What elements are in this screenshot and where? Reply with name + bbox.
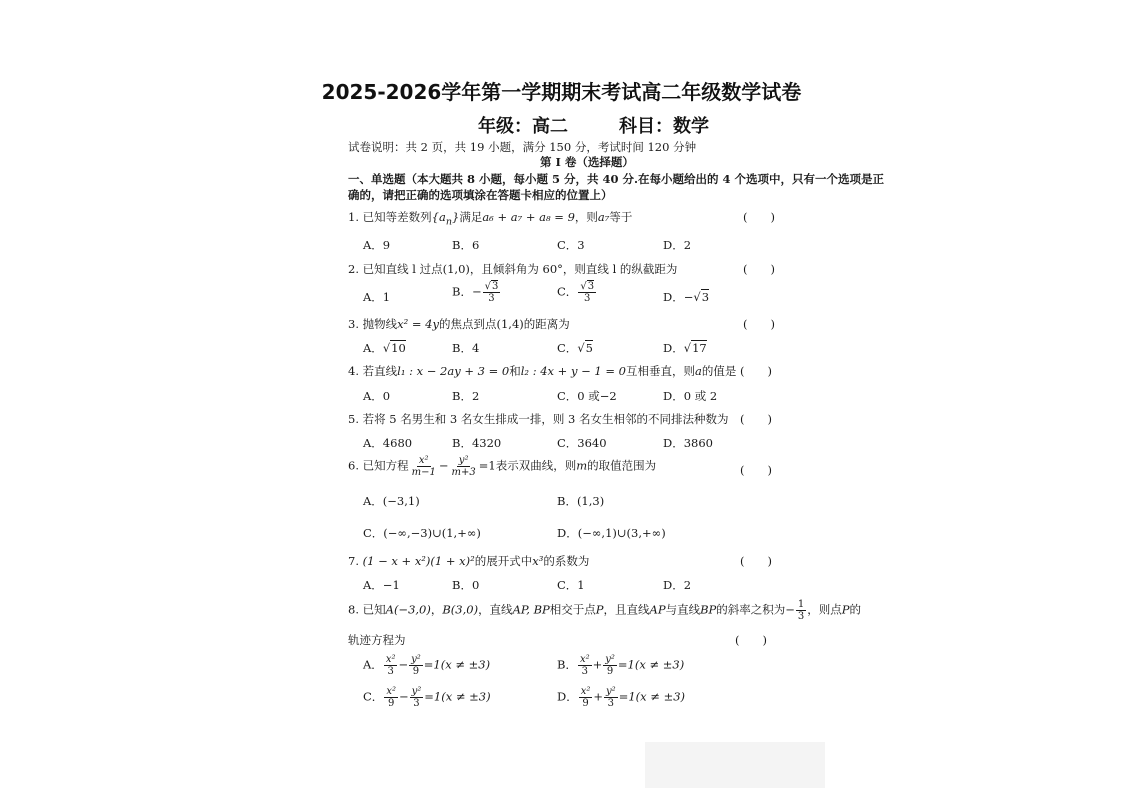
question-text: 的系数为 — [543, 554, 590, 568]
point-a: A(−3,0) — [385, 602, 431, 617]
fraction-one-third: $\frac{1}{3}$ — [797, 599, 805, 622]
option-8d: D． $\frac{\text{x²}}{9}$ + $\frac{\text{y²}}{3}$ =1(x ≠ ±3) — [557, 686, 686, 709]
option-5b: B．4320 — [452, 436, 502, 450]
option-2c: C． $\frac{√3}{3}$ — [557, 281, 595, 304]
option-8b: B． $\frac{\text{x²}}{3}$ + $\frac{\text{y²}}{9}$ =1(x ≠ ±3) — [557, 654, 685, 677]
equation: a₆ + a₇ + a₈ = 9 — [482, 210, 575, 224]
option-6d: D．(−∞,1)∪(3,+∞) — [557, 526, 666, 540]
question-6: 6. 已知方程 $\frac{\text{x²}}{m-1}$ − $\frac{\text{y²}}{m+3}$ =1表示双曲线，则m的取值范围为 — [348, 455, 657, 478]
question-number: 2. — [348, 262, 359, 276]
scan-shadow — [645, 742, 825, 788]
sequence: $\{a_n\}$ — [431, 210, 460, 228]
fraction-x: $\frac{\text{x²}}{m-1}$ — [411, 455, 436, 478]
option-2a: A．1 — [363, 290, 391, 304]
question-number: 8. — [348, 602, 359, 617]
question-8-line2: 轨迹方程为 — [348, 633, 406, 647]
option-2b: B．− $\frac{√3}{3}$ — [452, 281, 499, 304]
option-4b: B．2 — [452, 389, 480, 403]
question-text: 的焦点到点(1,4)的距离为 — [439, 317, 570, 331]
answer-bracket-6: ( ) — [740, 463, 772, 477]
option-4a: A．0 — [363, 389, 391, 403]
option-7a: A．−1 — [363, 578, 400, 592]
option-1a: A．9 — [363, 238, 391, 252]
expression: (1 − x + x²)(1 + x)² — [362, 554, 475, 568]
answer-bracket-2: ( ) — [743, 262, 775, 276]
question-number: 3. — [348, 317, 359, 331]
question-text: ，则 — [574, 210, 598, 224]
option-5d: D．3860 — [663, 436, 713, 450]
exam-instructions: 试卷说明：共 2 页，共 19 小题，满分 150 分，考试时间 120 分钟 — [348, 140, 697, 154]
question-text: 抛物线 — [362, 317, 398, 331]
question-text: 的取值范围为 — [587, 458, 657, 473]
question-text: 已知直线 l 过点(1,0)，且倾斜角为 60°，则直线 l 的纵截距为 — [362, 262, 678, 276]
option-3c: C．√5 — [557, 341, 593, 355]
option-6c: C．(−∞,−3)∪(1,+∞) — [363, 526, 481, 540]
option-7c: C．1 — [557, 578, 585, 592]
question-text: 互相垂直，则 — [626, 364, 695, 378]
question-number: 7. — [348, 554, 359, 568]
question-4 — [348, 363, 736, 379]
answer-bracket-5: ( ) — [740, 412, 772, 426]
question-text: 的展开式中 — [474, 554, 533, 568]
variable: m — [576, 458, 588, 473]
option-1c: C．3 — [557, 238, 585, 252]
question-text: 若直线 — [362, 364, 398, 378]
question-text: 已知等差数列 — [362, 210, 432, 224]
subject-label: 科目：数学 — [619, 116, 709, 137]
exam-title: 2025-2026学年第一学期期末考试高二年级数学试卷 — [321, 80, 802, 104]
section-heading-line2: 确的，请把正确的选项填涂在答题卡相应的位置上） — [348, 188, 613, 202]
answer-bracket-7: ( ) — [740, 554, 772, 568]
question-8: 8. 已知A(−3,0)，B(3,0)，直线AP, BP相交于点P，且直线AP与直线BP的斜率之积为− $\frac{1}{3}$ ，则点P的 — [348, 599, 862, 622]
question-2 — [348, 261, 677, 277]
target-term: a₇ — [597, 210, 610, 224]
answer-bracket-3: ( ) — [743, 317, 775, 331]
option-2d: D．−√3 — [663, 290, 710, 304]
option-5c: C．3640 — [557, 436, 607, 450]
option-4c: C．0 或−2 — [557, 389, 617, 403]
option-1b: B．6 — [452, 238, 480, 252]
question-text: 表示双曲线，则 — [495, 458, 577, 473]
question-text: 若将 5 名男生和 3 名女生排成一排，则 3 名女生相邻的不同排法种数为 — [362, 412, 729, 426]
option-1d: D．2 — [663, 238, 692, 252]
question-text: 满足 — [459, 210, 483, 224]
grade-label: 年级：高二 — [478, 116, 568, 137]
option-3b: B．4 — [452, 341, 480, 355]
question-text: 的值是 — [701, 364, 737, 378]
question-text: 已知方程 — [362, 458, 409, 473]
answer-bracket-8: ( ) — [735, 633, 767, 647]
option-3d: D．√17 — [663, 341, 707, 355]
question-5 — [348, 411, 729, 427]
question-number: 4. — [348, 364, 359, 378]
option-3a: A．√10 — [363, 341, 406, 355]
option-8a: A． $\frac{\text{x²}}{3}$ − $\frac{\text{y²}}{9}$ =1(x ≠ ±3) — [363, 654, 491, 677]
fraction-y: $\frac{\text{y²}}{m+3}$ — [451, 455, 476, 478]
question-text: 等于 — [609, 210, 633, 224]
line-l2: l₂ : 4x + y − 1 = 0 — [520, 364, 626, 378]
option-8c: C． $\frac{\text{x²}}{9}$ − $\frac{\text{y²}}{3}$ =1(x ≠ ±3) — [363, 686, 491, 709]
term: x³ — [532, 554, 544, 568]
option-7b: B．0 — [452, 578, 480, 592]
point-b: B(3,0) — [442, 602, 479, 617]
question-number: 1. — [348, 210, 359, 224]
line-l1: l₁ : x − 2ay + 3 = 0 — [397, 364, 510, 378]
equation: x² = 4y — [397, 317, 439, 331]
question-3 — [348, 316, 570, 332]
part-title: 第 I 卷（选择题） — [540, 155, 634, 169]
variable: a — [695, 364, 702, 378]
option-6b: B．(1,3) — [557, 494, 605, 508]
option-7d: D．2 — [663, 578, 692, 592]
option-6a: A．(−3,1) — [363, 494, 420, 508]
answer-bracket-4: ( ) — [740, 364, 772, 378]
option-5a: A．4680 — [363, 436, 413, 450]
question-text: 和 — [509, 364, 521, 378]
option-4d: D．0 或 2 — [663, 389, 718, 403]
question-number: 6. — [348, 458, 359, 473]
answer-bracket-1: ( ) — [743, 210, 775, 224]
question-7 — [348, 553, 589, 569]
section-heading-line1: 一、单选题（本大题共 8 小题，每小题 5 分，共 40 分.在每小题给出的 4 个选项中，只有一个选项是正 — [348, 172, 885, 186]
question-number: 5. — [348, 412, 359, 426]
question-1 — [348, 209, 632, 227]
